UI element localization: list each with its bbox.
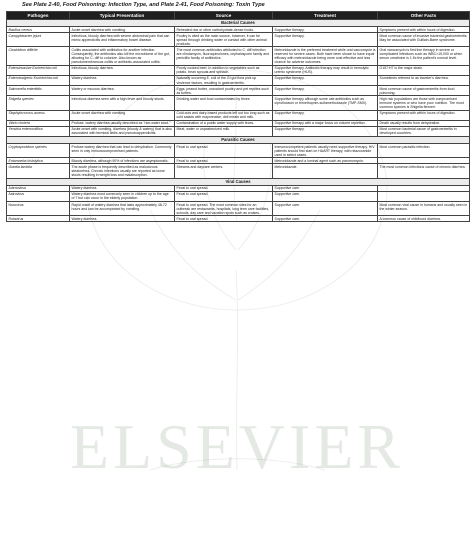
cell-pathogen: Yersinia enterocolitica — [7, 126, 70, 136]
cell-presentation: Infectious, bloody diarrhea with severe abdominal pain that can mimic appendicitis and inflammatory bowel disease. — [70, 33, 175, 47]
cell-facts: Most common cause of gastroenteritis from food poisoning. — [378, 86, 470, 96]
cell-presentation: Watery diarrhea. — [70, 185, 175, 191]
cell-presentation: Profuse watery diarrhea that can lead to dehydration. Commonly seen in only immunocompromised patients. — [70, 144, 175, 158]
cell-treatment: Supportive therapy. — [273, 110, 378, 120]
cell-pathogen: Salmonella enteritidis — [7, 86, 70, 96]
cell-treatment: Supportive care. — [273, 202, 378, 216]
cell-source: The most common antibiotics attributed to C. diff infection are clindamycin, fluoroquinolones, cephalosporin family and penicillin family of antibiotics. — [175, 47, 273, 65]
cell-treatment: Metronidazole. — [273, 164, 378, 178]
document-page — [0, 0, 475, 222]
cell-facts — [378, 191, 470, 201]
header-presentation: Typical Presentation — [70, 12, 175, 20]
cell-facts: High risk populations are those with compromised immune systems or who have poor nutrition. The most common species is Shigella flexneri. — [378, 96, 470, 110]
cell-pathogen: Staphylococcus aureus — [7, 110, 70, 120]
cell-presentation: Infectious diarrhea seen with a high fever and bloody stools. — [70, 96, 175, 110]
cell-source: Naturally occurring E. coli of the GI gut flora pick up virulence factors, resulting in gastroenteritis. — [175, 75, 273, 85]
table-row — [7, 33, 470, 47]
cell-presentation: The acute phase is frequently described as malodorous steatorrhea. Chronic infections usually are reported as loose stools resulting in weight loss and malabsorption. — [70, 164, 175, 178]
cell-pathogen: Adenovirus — [7, 185, 70, 191]
cell-treatment: Supportive therapy. — [273, 33, 378, 47]
cell-pathogen: Campylobacter jejuni — [7, 33, 70, 47]
section-header-row — [7, 178, 470, 185]
section-title: Parasitic Causes — [7, 137, 470, 144]
cell-source: Contamination of a public water supply with feces. — [175, 120, 273, 126]
table-row — [7, 65, 470, 75]
cell-pathogen: Astrovirus — [7, 191, 70, 201]
cell-source: Streams and daycare centers. — [175, 164, 273, 178]
cell-facts: Most common bacterial cause of gastroenteritis in developed countries. — [378, 126, 470, 136]
cell-facts: Most common viral cause in humans and usually seen in the winter season. — [378, 202, 470, 216]
cell-facts: Most common cause of invasive bacterial gastroenteritis. May be associated with Guillain-Barre syndrome. — [378, 33, 470, 47]
cell-presentation: Watery diarrhea. — [70, 75, 175, 85]
table-row — [7, 86, 470, 96]
cell-pathogen: Giardia lamblia — [7, 164, 70, 178]
cell-source: Fecal to oral spread. — [175, 158, 273, 164]
cell-pathogen: Rotavirus — [7, 216, 70, 222]
cell-presentation: Infectious, bloody diarrhea. — [70, 65, 175, 75]
table-body — [7, 20, 470, 222]
cell-treatment: Supportive care. — [273, 216, 378, 222]
cell-presentation: Colitis associated with antibiotics for another infection. Consequently, the antibiotics also kill the microbiome of the gut, allowing for C. diff to colonize. Also known as pseudomembranous colitis or antibiotic-associated colitis. — [70, 47, 175, 65]
cell-presentation: Profuse, watery diarrhea usually described as "rice-water stool." — [70, 120, 175, 126]
cell-treatment: Supportive therapy. — [273, 126, 378, 136]
table-caption: See Plate 2-40, Food Poisoning: Infection Type, and Plate 2-41, Food Poisoning: Toxin Type — [22, 2, 265, 8]
table-header-row — [7, 12, 470, 20]
cell-source: Fecal to oral spread. — [175, 216, 273, 222]
cell-pathogen: Clostridium difficile — [7, 47, 70, 65]
cell-presentation: Acute onset diarrhea with vomiting. — [70, 27, 175, 33]
cell-presentation: Acute onset with vomiting, diarrhea (bloody & watery) that is also associated with terminal ileitis and pseudoappendicitis. — [70, 126, 175, 136]
table-row — [7, 191, 470, 201]
cell-facts: Death usually results from dehydration. — [378, 120, 470, 126]
cell-treatment: Metronidazole and a luminal agent such as paromomycin. — [273, 158, 378, 164]
cell-facts: Sometimes referred to as traveler's diarrhea. — [378, 75, 470, 85]
table-row — [7, 144, 470, 158]
cell-facts: The most common infectious cause of chronic diarrhea. — [378, 164, 470, 178]
cell-presentation: Watery or mucous diarrhea. — [70, 86, 175, 96]
cell-treatment: Metronidazole is the preferred treatment while oral vancomycin is reserved for severe cases. Both have been shown to have equal efficacy with metronidazole being more cost effective and less chance for adverse outcomes. — [273, 47, 378, 65]
cell-treatment: Supportive therapy. — [273, 27, 378, 33]
cell-source: Eggs, peanut butter, uncooked poultry and pet reptiles such as turtles. — [175, 86, 273, 96]
cell-presentation: Watery diarrhea most commonly seen in children up to the age of 7 but can occur in the elderly population. — [70, 191, 175, 201]
cell-source: Poorly cooked beef. In addition to vegetables such as potato, bean sprouts and spinach. — [175, 65, 273, 75]
table-row — [7, 96, 470, 110]
cell-treatment: Supportive therapy. Antibiotic therapy may result in hemolytic uremic syndrome (HUS). — [273, 65, 378, 75]
cell-treatment: Immunocompetent patients usually need supportive therapy. HIV patients should first start on HAART therapy, with nitazoxanide used in select cases. — [273, 144, 378, 158]
cell-presentation: Rapid onset of watery diarrhea that lasts approximately 48-72 hours and can be accompanied by vomiting. — [70, 202, 175, 216]
cell-treatment: Supportive care. — [273, 185, 378, 191]
cell-pathogen: Cryptosporidium species — [7, 144, 70, 158]
cell-source: Fecal to oral spread. — [175, 185, 273, 191]
cell-pathogen: Enterotoxigenic Escherichia coli — [7, 75, 70, 85]
cell-presentation: Acute onset diarrhea with vomiting. — [70, 110, 175, 120]
cell-source: Meat, water or unpasteurized milk. — [175, 126, 273, 136]
section-header-row — [7, 137, 470, 144]
cell-pathogen: Shigella species — [7, 96, 70, 110]
table-row — [7, 216, 470, 222]
cell-presentation: Watery diarrhea. — [70, 216, 175, 222]
section-header-row — [7, 20, 470, 27]
cell-pathogen: Enteroinvasive Escherichia coli — [7, 65, 70, 75]
cell-pathogen: Bacillus cereus — [7, 27, 70, 33]
watermark-text: ELSEVIER — [69, 411, 405, 482]
cell-facts: Most common parasitic infection. — [378, 144, 470, 158]
cell-facts: Oral vancomycin is first line therapy in severe or complicated infections such as WBC>15,000 or when serum creatinine is 1.5x the patient's normal level. — [378, 47, 470, 65]
section-title: Viral Causes — [7, 178, 470, 185]
cell-source: Reheated rice or other carbohydrate-dense foods. — [175, 27, 273, 33]
cell-source: Fecal to oral spread. — [175, 191, 273, 201]
cell-facts: Symptoms present with within hours of digestion. — [378, 110, 470, 120]
header-other-facts: Other Facts — [378, 12, 470, 20]
cell-source: Fecal to oral spread. — [175, 144, 273, 158]
header-pathogen: Pathogen — [7, 12, 70, 20]
cell-pathogen: Norovirus — [7, 202, 70, 216]
header-treatment: Treatment — [273, 12, 378, 20]
section-title: Bacterial Causes — [7, 20, 470, 27]
table-row — [7, 164, 470, 178]
cell-facts: O157:H7 is the major strain. — [378, 65, 470, 75]
table-row — [7, 75, 470, 85]
cell-source: Drinking water and food contaminated by feces. — [175, 96, 273, 110]
cell-treatment: Supportive therapy. — [273, 75, 378, 85]
table-row — [7, 126, 470, 136]
table-row — [7, 110, 470, 120]
cell-facts: Symptoms present with within hours of digestion. — [378, 27, 470, 33]
cell-source: Poultry is cited as the main source, however, it can be spread through drinking water or contact with other animal products. — [175, 33, 273, 47]
cell-treatment: Supportive therapy with a major focus on volume repletion. — [273, 120, 378, 126]
cell-facts: A common cause of childhood diarrhea. — [378, 216, 470, 222]
table-row — [7, 202, 470, 216]
cell-source: Fecal to oral spread. The most common sites for an outbreak are restaurants, hospitals, long term care facilities, schools, day care and vacation spots such as cruises. — [175, 202, 273, 216]
cell-treatment: Supportive care. — [273, 191, 378, 201]
cell-treatment: Supportive therapy although some use antibiotics such as ciprofloxacin or trimethoprim-sulfamethoxazole (TMP-SMX). — [273, 96, 378, 110]
cell-pathogen: Entamoeba histolytica — [7, 158, 70, 164]
table-row — [7, 47, 470, 65]
header-source: Source — [175, 12, 273, 20]
cell-pathogen: Vibrio cholera — [7, 120, 70, 126]
cell-presentation: Bloody diarrhea, although 90% of infections are asymptomatic. — [70, 158, 175, 164]
pathogen-table — [6, 11, 470, 222]
cell-source: Cold cuts and dairy-based products left out too long such as cold salads with mayonnaise, deli meats and milk. — [175, 110, 273, 120]
cell-treatment: Supportive therapy. — [273, 86, 378, 96]
